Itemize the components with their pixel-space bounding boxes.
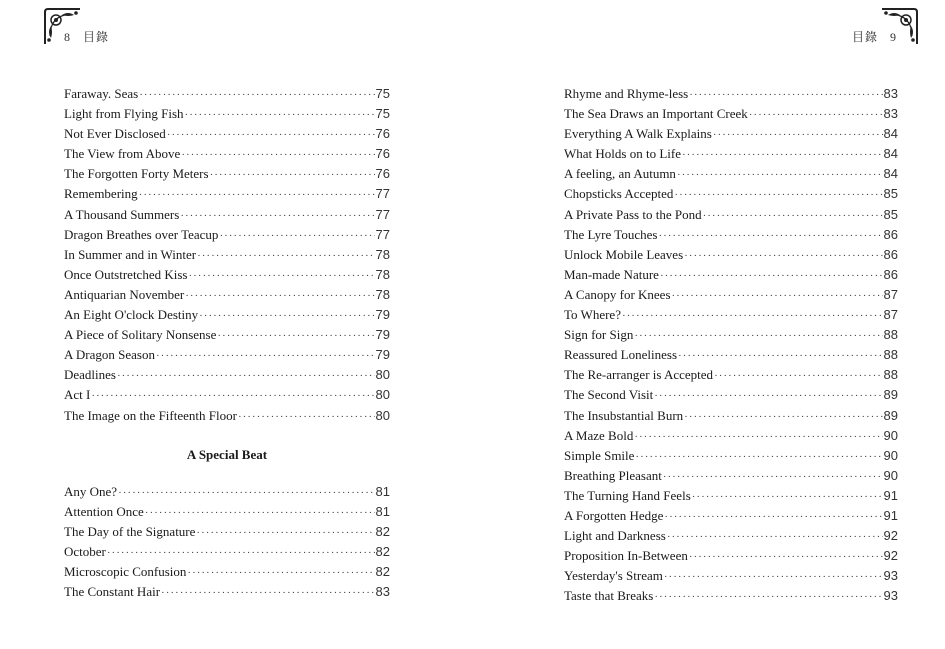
toc-entry-title: Light from Flying Fish [64, 106, 184, 122]
dot-leader [180, 206, 374, 226]
toc-entry-title: Microscopic Confusion [64, 563, 187, 579]
toc-entry-title: Everything A Walk Explains [564, 126, 712, 142]
toc-entry [64, 265, 390, 285]
toc-entry [64, 502, 390, 522]
toc-entry-page-number: 85 [883, 206, 898, 222]
dot-leader [713, 125, 883, 145]
toc-entry [64, 325, 390, 345]
toc-entry-title: What Holds on to Life [564, 146, 681, 162]
toc-entry-page-number: 87 [883, 307, 898, 323]
left-toc-column [64, 84, 390, 602]
toc-entry-page-number: 90 [883, 467, 898, 483]
dot-leader [219, 226, 374, 246]
toc-entry-page-number: 80 [375, 407, 390, 423]
toc-entry-title: The Lyre Touches [564, 226, 658, 242]
toc-entry-title: In Summer and in Winter [64, 246, 197, 262]
toc-entry-page-number: 82 [375, 523, 390, 539]
toc-entry-page-number: 86 [883, 246, 898, 262]
toc-entry-page-number: 93 [883, 568, 898, 584]
dot-leader [714, 366, 882, 386]
toc-entry [64, 164, 390, 184]
toc-entry [564, 84, 898, 104]
toc-entry [564, 245, 898, 265]
toc-entry [64, 104, 390, 124]
toc-entry-page-number: 78 [375, 246, 390, 262]
dot-leader [663, 467, 883, 487]
toc-entry-title: A Maze Bold [564, 427, 634, 443]
toc-entry-page-number: 88 [883, 327, 898, 343]
toc-entry-page-number: 79 [375, 307, 390, 323]
toc-entry [564, 385, 898, 405]
toc-entry-page-number: 85 [883, 186, 898, 202]
toc-entry-page-number: 75 [375, 86, 390, 101]
dot-leader [196, 523, 374, 543]
dot-leader [91, 386, 374, 406]
dot-leader [238, 407, 375, 427]
toc-entry-page-number: 77 [375, 186, 390, 202]
toc-entry-page-number: 78 [375, 286, 390, 302]
toc-entry-page-number: 80 [375, 387, 390, 403]
toc-entry-title: Dragon Breathes over Teacup [64, 226, 219, 242]
dot-leader [139, 85, 374, 105]
toc-entry-title: The Turning Hand Feels [564, 487, 691, 503]
dot-leader [667, 527, 883, 547]
dot-leader [156, 346, 375, 366]
toc-entry-page-number: 81 [375, 483, 390, 499]
dot-leader [117, 366, 375, 386]
toc-entry [564, 285, 898, 305]
toc-entry [564, 345, 898, 365]
toc-entry-title: The View from Above [64, 146, 181, 162]
dot-leader [664, 567, 883, 587]
toc-entry [564, 205, 898, 225]
toc-entry [564, 586, 898, 606]
toc-entry-title: A Piece of Solitary Nonsense [64, 327, 217, 343]
toc-entry-page-number: 80 [375, 367, 390, 383]
toc-entry-title: Attention Once [64, 503, 144, 519]
toc-entry [564, 526, 898, 546]
toc-entry-page-number: 92 [883, 548, 898, 564]
toc-entry-title: Antiquarian November [64, 286, 185, 302]
toc-entry-page-number: 88 [883, 367, 898, 383]
toc-entry [564, 124, 898, 144]
toc-entry [564, 104, 898, 124]
toc-entry-title: Act I [64, 387, 91, 403]
dot-leader [654, 587, 882, 607]
toc-entry-page-number: 82 [375, 563, 390, 579]
toc-entry-title: Taste that Breaks [564, 588, 654, 604]
toc-entry-page-number: 84 [883, 166, 898, 182]
toc-entry [564, 506, 898, 526]
toc-entry [64, 305, 390, 325]
toc-entry [64, 542, 390, 562]
toc-entry [564, 365, 898, 385]
dot-leader [187, 563, 374, 583]
toc-entry [64, 245, 390, 265]
toc-entry [564, 566, 898, 586]
toc-entry-title: Man-made Nature [564, 266, 659, 282]
dot-leader [634, 427, 882, 447]
toc-entry-title: A feeling, an Autumn [564, 166, 676, 182]
toc-entry [64, 345, 390, 365]
toc-entry-title: The Day of the Signature [64, 523, 196, 539]
dot-leader [634, 326, 882, 346]
toc-entry-page-number: 84 [883, 126, 898, 142]
toc-entry [64, 144, 390, 164]
toc-entry-page-number: 76 [375, 166, 390, 182]
dot-leader [118, 483, 374, 503]
toc-entry-title: The Image on the Fifteenth Floor [64, 407, 237, 423]
left-header-title: 目錄 [83, 30, 110, 44]
right-toc-list [564, 84, 898, 606]
toc-entry-page-number: 87 [883, 286, 898, 302]
toc-entry-title: Faraway. Seas [64, 86, 139, 101]
toc-entry [64, 562, 390, 582]
toc-entry [564, 546, 898, 566]
toc-entry [64, 406, 390, 426]
toc-entry-page-number: 91 [883, 487, 898, 503]
dot-leader [692, 487, 883, 507]
dot-leader [167, 125, 375, 145]
toc-entry-title: Unlock Mobile Leaves [564, 246, 684, 262]
section-heading: A Special Beat [186, 446, 268, 462]
dot-leader [689, 547, 883, 567]
toc-entry [564, 426, 898, 446]
toc-entry-page-number: 76 [375, 126, 390, 142]
dot-leader [622, 306, 883, 326]
toc-entry-page-number: 90 [883, 447, 898, 463]
toc-entry-title: Breathing Pleasant [564, 467, 662, 483]
toc-entry-title: Simple Smile [564, 447, 635, 463]
toc-entry-title: Once Outstretched Kiss [64, 266, 188, 282]
toc-entry-page-number: 76 [375, 146, 390, 162]
dot-leader [703, 206, 883, 226]
dot-leader [107, 543, 375, 563]
toc-entry [564, 486, 898, 506]
dot-leader [145, 503, 375, 523]
dot-leader [660, 266, 883, 286]
toc-entry [64, 482, 390, 502]
toc-entry-title: Proposition In-Between [564, 548, 688, 564]
toc-entry [564, 406, 898, 426]
toc-entry [64, 385, 390, 405]
toc-entry-page-number: 75 [375, 106, 390, 122]
dot-leader [654, 386, 882, 406]
toc-entry-page-number: 90 [883, 427, 898, 443]
toc-entry-title: Deadlines [64, 367, 116, 383]
toc-entry-title: The Sea Draws an Important Creek [564, 106, 748, 122]
toc-entry-page-number: 89 [883, 387, 898, 403]
toc-entry-page-number: 84 [883, 146, 898, 162]
toc-entry-title: The Second Visit [564, 387, 654, 403]
dot-leader [185, 286, 374, 306]
toc-entry-page-number: 86 [883, 226, 898, 242]
toc-entry-title: Sign for Sign [564, 327, 634, 343]
toc-entry-title: Light and Darkness [564, 528, 666, 544]
toc-entry-title: The Forgotten Forty Meters [64, 166, 209, 182]
toc-entry [64, 84, 390, 104]
toc-entry [64, 285, 390, 305]
right-header-title: 目錄 [852, 30, 879, 44]
right-page-header [852, 28, 897, 45]
toc-entry [564, 164, 898, 184]
toc-entry [64, 205, 390, 225]
dot-leader [210, 165, 375, 185]
toc-entry [564, 144, 898, 164]
dot-leader [217, 326, 374, 346]
dot-leader [664, 507, 882, 527]
toc-entry [564, 225, 898, 245]
dot-leader [139, 185, 375, 205]
toc-entry-page-number: 92 [883, 528, 898, 544]
toc-entry-title: Not Ever Disclosed [64, 126, 166, 142]
toc-entry [64, 124, 390, 144]
toc-entry-title: Yesterday's Stream [564, 568, 663, 584]
toc-entry-title: Remembering [64, 186, 138, 202]
dot-leader [672, 286, 883, 306]
toc-entry-title: A Thousand Summers [64, 206, 180, 222]
toc-entry [564, 466, 898, 486]
toc-entry-page-number: 79 [375, 347, 390, 363]
toc-entry [64, 582, 390, 602]
toc-entry-page-number: 81 [375, 503, 390, 519]
toc-entry [564, 265, 898, 285]
toc-entry-page-number: 83 [883, 106, 898, 122]
section-toc-list [64, 482, 390, 603]
toc-entry-page-number: 77 [375, 226, 390, 242]
toc-entry-page-number: 86 [883, 266, 898, 282]
dot-leader [181, 145, 374, 165]
toc-entry-title: Reassured Loneliness [564, 347, 678, 363]
toc-entry [64, 225, 390, 245]
toc-entry-page-number: 93 [883, 588, 898, 604]
dot-leader [635, 447, 882, 467]
dot-leader [197, 246, 374, 266]
left-page-header [64, 28, 109, 45]
toc-entry-page-number: 91 [883, 507, 898, 523]
toc-entry-title: The Insubstantial Burn [564, 407, 684, 423]
dot-leader [678, 346, 883, 366]
dot-leader [658, 226, 882, 246]
toc-entry-title: To Where? [564, 307, 621, 323]
dot-leader [684, 246, 882, 266]
toc-entry-title: October [64, 543, 106, 559]
toc-entry-title: Any One? [64, 483, 118, 499]
dot-leader [185, 105, 375, 125]
toc-entry-page-number: 79 [375, 327, 390, 343]
left-page-number: 8 [64, 30, 71, 44]
toc-entry-page-number: 83 [375, 584, 390, 600]
toc-entry-title: A Dragon Season [64, 347, 155, 363]
toc-entry-page-number: 82 [375, 543, 390, 559]
toc-entry-page-number: 83 [883, 86, 898, 101]
toc-entry [64, 365, 390, 385]
toc-entry-title: An Eight O'clock Destiny [64, 307, 199, 323]
toc-entry-title: Rhyme and Rhyme-less [564, 86, 689, 101]
toc-entry-title: A Private Pass to the Pond [564, 206, 702, 222]
dot-leader [188, 266, 374, 286]
dot-leader [161, 583, 374, 603]
toc-entry-page-number: 89 [883, 407, 898, 423]
right-page-number: 9 [890, 30, 898, 44]
toc-entry-page-number: 77 [375, 206, 390, 222]
toc-entry-page-number: 78 [375, 266, 390, 282]
toc-entry-title: A Forgotten Hedge [564, 507, 664, 523]
toc-entry-title: A Canopy for Knees [564, 286, 671, 302]
toc-entry [564, 305, 898, 325]
dot-leader [199, 306, 374, 326]
dot-leader [682, 145, 883, 165]
dot-leader [749, 105, 883, 125]
dot-leader [674, 185, 882, 205]
toc-entry-title: Chopsticks Accepted [564, 186, 674, 202]
dot-leader [689, 85, 882, 105]
toc-entry-page-number: 88 [883, 347, 898, 363]
toc-entry [64, 522, 390, 542]
toc-entry-title: The Re-arranger is Accepted [564, 367, 714, 383]
dot-leader [677, 165, 883, 185]
toc-entry [64, 184, 390, 204]
toc-entry-title: The Constant Hair [64, 584, 161, 600]
toc-entry [564, 184, 898, 204]
left-toc-list [64, 84, 390, 426]
toc-entry [564, 325, 898, 345]
toc-entry [564, 446, 898, 466]
dot-leader [684, 407, 882, 427]
right-toc-column [564, 84, 898, 606]
